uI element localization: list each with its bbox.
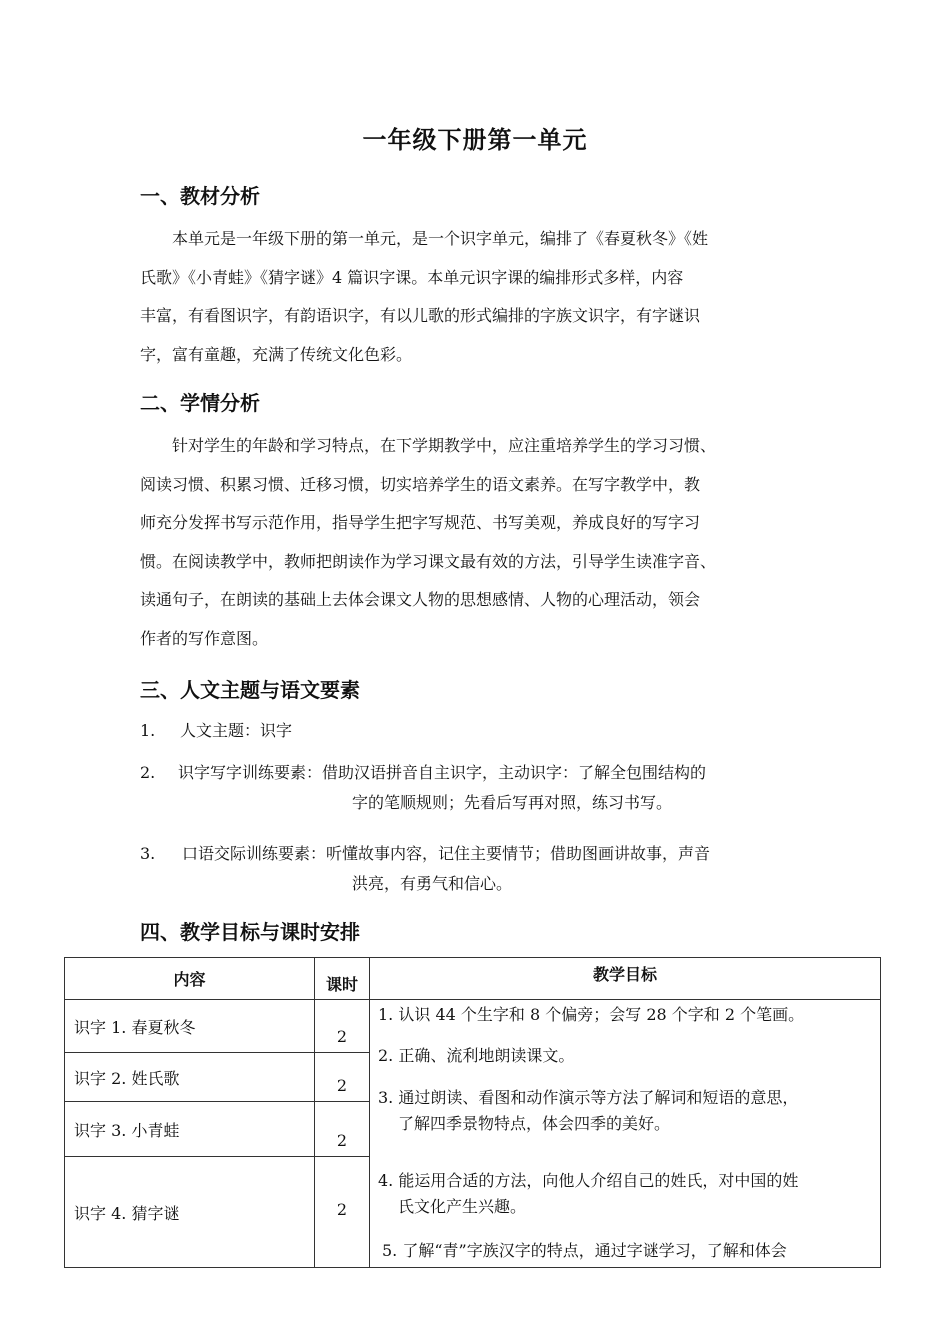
page-title: 一年级下册第一单元 bbox=[362, 126, 588, 154]
paragraph-line: 作者的写作意图。 bbox=[140, 628, 269, 648]
item-number: 1. bbox=[140, 721, 156, 740]
theme-item bbox=[140, 839, 710, 869]
lesson-hours: 2 bbox=[315, 1000, 370, 1053]
item-label: 识字写字训练要素： bbox=[178, 763, 323, 782]
item-continuation: 字的笔顺规则；先看后写再对照，练习书写。 bbox=[352, 793, 673, 812]
paragraph-line: 字，富有童趣，充满了传统文化色彩。 bbox=[140, 344, 413, 364]
item-text: 识字 bbox=[260, 721, 293, 740]
paragraph-line: 氏歌》《小青蛙》《猜字谜》4 篇识字课。本单元识字课的编排形式多样，内容 bbox=[140, 267, 684, 287]
item-label: 人文主题： bbox=[180, 721, 261, 740]
theme-item bbox=[140, 716, 292, 746]
section-heading-themes: 三、人文主题与语文要素 bbox=[140, 678, 360, 702]
goal-item bbox=[378, 1002, 878, 1028]
item-label: 口语交际训练要素： bbox=[182, 844, 327, 863]
goal-item bbox=[378, 1043, 878, 1069]
lesson-name: 识字 3. 小青蛙 bbox=[65, 1102, 315, 1157]
lesson-name: 识字 2. 姓氏歌 bbox=[65, 1053, 315, 1102]
section-heading-goals: 四、教学目标与课时安排 bbox=[140, 920, 360, 944]
lesson-hours: 2 bbox=[315, 1157, 370, 1268]
goal-text-cont: 了解四季景物特点，体会四季的美好。 bbox=[398, 1114, 671, 1133]
goal-text: 1. 认识 44 个生字和 8 个偏旁；会写 28 个字和 2 个笔画。 bbox=[378, 1005, 805, 1024]
goals-cell bbox=[370, 1000, 881, 1268]
item-text: 听懂故事内容，记住主要情节；借助图画讲故事，声音 bbox=[326, 844, 711, 863]
lesson-name: 识字 4. 猜字谜 bbox=[65, 1157, 315, 1268]
item-continuation: 洪亮，有勇气和信心。 bbox=[352, 874, 513, 893]
lesson-hours: 2 bbox=[315, 1053, 370, 1102]
paragraph-line: 丰富，有看图识字，有韵语识字，有以儿歌的形式编排的字族文识字，有字谜识 bbox=[140, 306, 701, 325]
section-paragraph-analysis bbox=[140, 220, 808, 374]
item-text: 借助汉语拼音自主识字，主动识字：了解全包围结构的 bbox=[322, 763, 707, 782]
paragraph-line: 阅读习惯、积累习惯、迁移习惯，切实培养学生的语文素养。在写字教学中，教 bbox=[140, 474, 701, 494]
header-hours: 课时 bbox=[315, 958, 370, 1000]
paragraph-line: 针对学生的年龄和学习特点，在下学期教学中，应注重培养学生的学习习惯、 bbox=[172, 436, 717, 455]
section-heading-students: 二、学情分析 bbox=[140, 391, 260, 415]
goal-text: 4. 能运用合适的方法，向他人介绍自己的姓氏，对中国的姓 bbox=[378, 1171, 799, 1190]
section-paragraph-students bbox=[140, 427, 808, 658]
goal-text: 2. 正确、流利地朗读课文。 bbox=[378, 1046, 575, 1065]
lesson-name: 识字 1. 春夏秋冬 bbox=[65, 1000, 315, 1053]
goal-text: 3. 通过朗读、看图和动作演示等方法了解词和短语的意思， bbox=[378, 1088, 799, 1107]
header-goals: 教学目标 bbox=[370, 958, 881, 1000]
paragraph-line: 惯。在阅读教学中，教师把朗读作为学习课文最有效的方法，引导学生读准字音、 bbox=[140, 551, 717, 571]
goal-item bbox=[382, 1238, 881, 1264]
table-row bbox=[65, 1000, 881, 1053]
paragraph-line: 读通句子，在朗读的基础上去体会课文人物的思想感情、人物的心理活动，领会 bbox=[140, 590, 701, 609]
item-number: 3. bbox=[140, 844, 156, 863]
goal-text: 5. 了解“青”字族汉字的特点，通过字谜学习，了解和体会 bbox=[382, 1241, 787, 1260]
item-number: 2. bbox=[140, 763, 156, 782]
goal-text-cont: 氏文化产生兴趣。 bbox=[398, 1197, 527, 1216]
goal-item bbox=[378, 1168, 878, 1220]
lesson-hours: 2 bbox=[315, 1102, 370, 1157]
table-header-row bbox=[65, 958, 881, 1000]
section-heading-analysis: 一、教材分析 bbox=[140, 184, 260, 208]
header-content: 内容 bbox=[65, 958, 315, 1000]
goal-item bbox=[378, 1085, 878, 1137]
paragraph-line: 师充分发挥书写示范作用，指导学生把字写规范、书写美观，养成良好的写字习 bbox=[140, 513, 701, 532]
theme-item bbox=[140, 758, 706, 788]
paragraph-line: 本单元是一年级下册的第一单元，是一个识字单元，编排了《春夏秋冬》《姓 bbox=[172, 229, 709, 248]
goals-table bbox=[64, 957, 881, 1268]
